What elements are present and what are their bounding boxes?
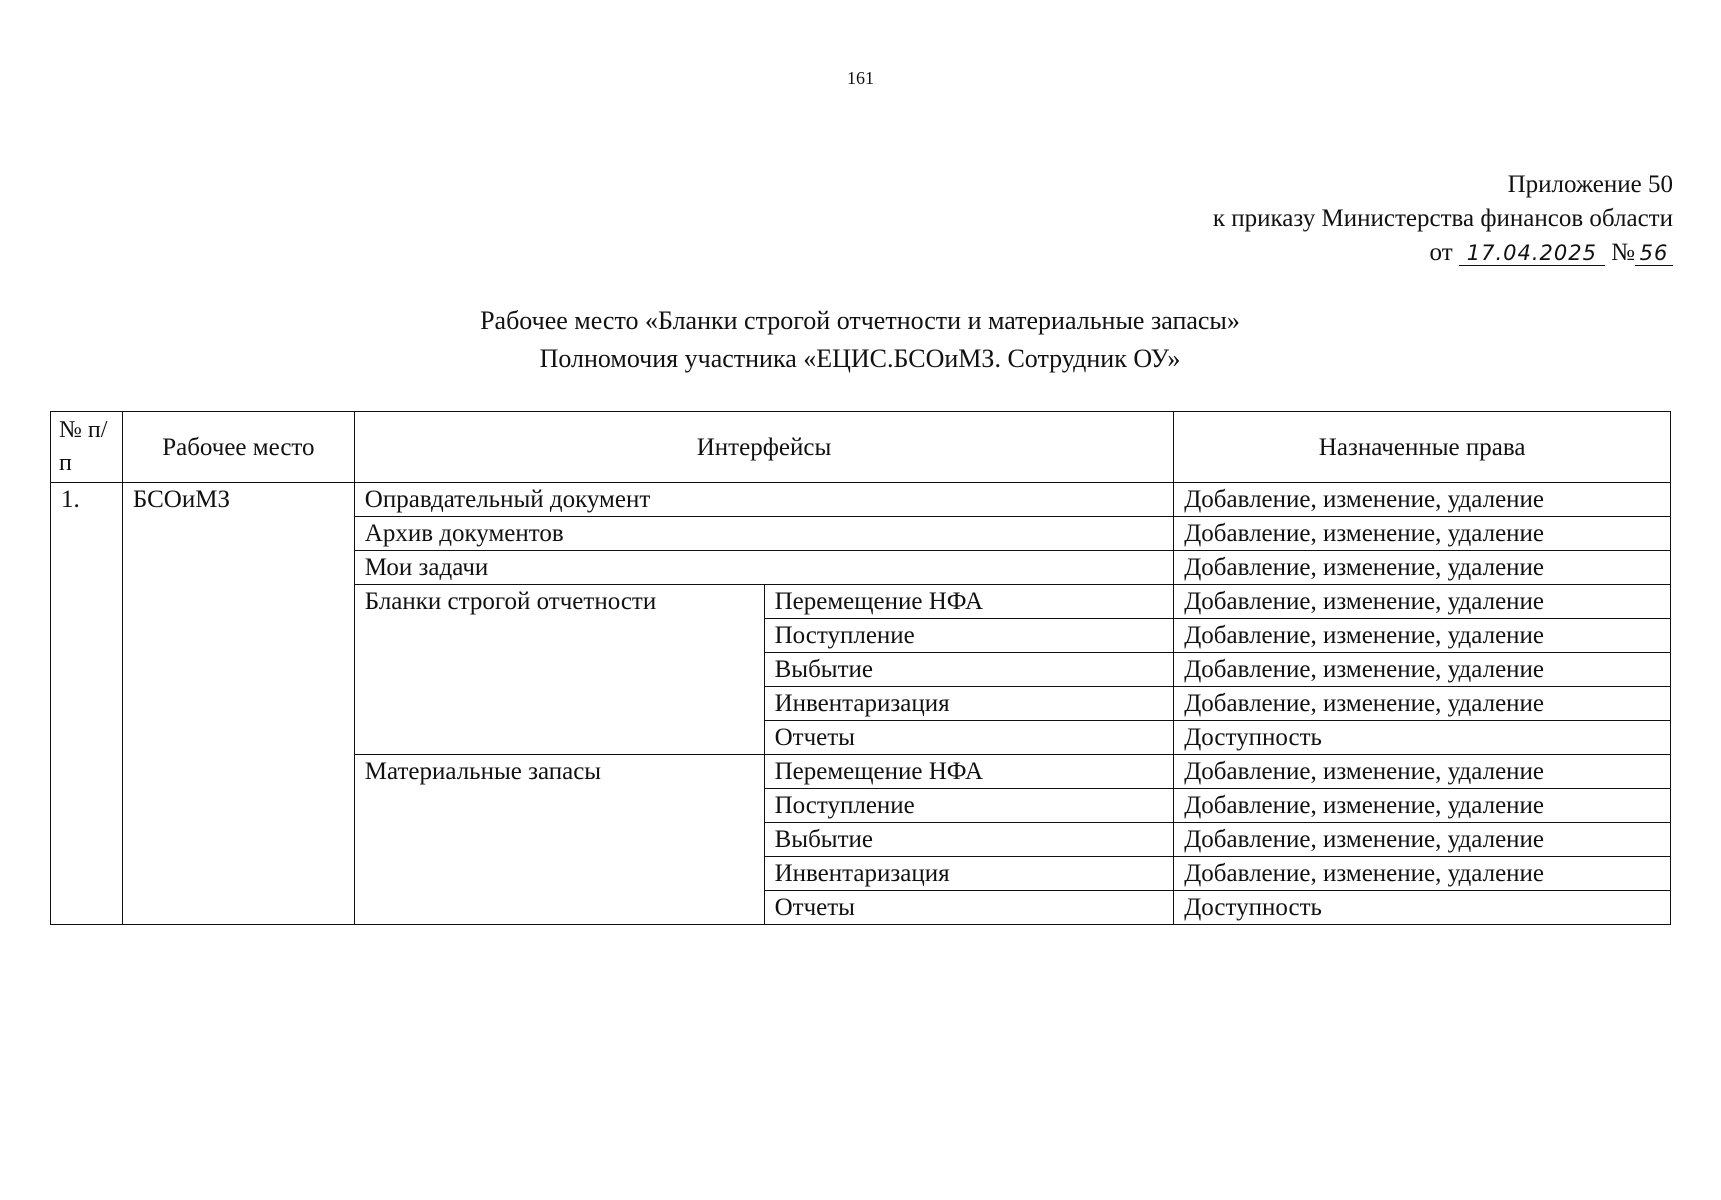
right-cell: Добавление, изменение, удаление	[1174, 551, 1671, 585]
row-number-cell: 1.	[51, 483, 123, 925]
right-cell: Добавление, изменение, удаление	[1174, 653, 1671, 687]
header-interfaces: Интерфейсы	[354, 412, 1173, 483]
sub-interface-cell: Перемещение НФА	[764, 585, 1174, 619]
from-label: от	[1429, 239, 1453, 266]
right-cell: Добавление, изменение, удаление	[1174, 687, 1671, 721]
sub-interface-cell: Инвентаризация	[764, 857, 1174, 891]
right-cell: Доступность	[1174, 891, 1671, 925]
rights-table	[50, 411, 1671, 925]
right-cell: Добавление, изменение, удаление	[1174, 619, 1671, 653]
sub-interface-cell: Поступление	[764, 789, 1174, 823]
interface-group-cell: Материальные запасы	[354, 755, 764, 925]
sub-interface-cell: Выбытие	[764, 823, 1174, 857]
interface-group-cell: Бланки строгой отчетности	[354, 585, 764, 755]
right-cell: Добавление, изменение, удаление	[1174, 517, 1671, 551]
header-workplace: Рабочее место	[122, 412, 354, 483]
header-rights: Назначенные права	[1174, 412, 1671, 483]
sub-interface-cell: Поступление	[764, 619, 1174, 653]
appendix-line-2: к приказу Министерства финансов области	[1212, 205, 1673, 232]
workplace-cell: БСОиМЗ	[122, 483, 354, 925]
appendix-line-1: Приложение 50	[1507, 171, 1673, 198]
page-number: 161	[847, 68, 874, 88]
sub-interface-cell: Выбытие	[764, 653, 1174, 687]
sub-interface-cell: Перемещение НФА	[764, 755, 1174, 789]
table-row	[51, 483, 1671, 517]
right-cell: Добавление, изменение, удаление	[1174, 585, 1671, 619]
title-line-1: Рабочее место «Бланки строгой отчетности и материальные запасы»	[480, 306, 1240, 335]
appendix-line-3	[973, 236, 1673, 270]
handwritten-date: 17.04.2025	[1459, 241, 1605, 266]
right-cell: Добавление, изменение, удаление	[1174, 789, 1671, 823]
right-cell: Добавление, изменение, удаление	[1174, 857, 1671, 891]
sub-interface-cell: Отчеты	[764, 891, 1174, 925]
interface-cell: Архив документов	[354, 517, 1173, 551]
number-label: №	[1611, 239, 1635, 266]
title-line-2: Полномочия участника «ЕЦИС.БСОиМЗ. Сотрудник ОУ»	[539, 344, 1181, 373]
right-cell: Добавление, изменение, удаление	[1174, 483, 1671, 517]
table-header-row	[51, 412, 1671, 483]
handwritten-number: 56	[1635, 241, 1673, 266]
interface-cell: Оправдательный документ	[354, 483, 1173, 517]
right-cell: Добавление, изменение, удаление	[1174, 823, 1671, 857]
right-cell: Добавление, изменение, удаление	[1174, 755, 1671, 789]
sub-interface-cell: Инвентаризация	[764, 687, 1174, 721]
header-num: № п/п	[51, 412, 123, 483]
appendix-block	[973, 168, 1673, 270]
right-cell: Доступность	[1174, 721, 1671, 755]
sub-interface-cell: Отчеты	[764, 721, 1174, 755]
document-title	[205, 302, 1515, 378]
interface-cell: Мои задачи	[354, 551, 1173, 585]
